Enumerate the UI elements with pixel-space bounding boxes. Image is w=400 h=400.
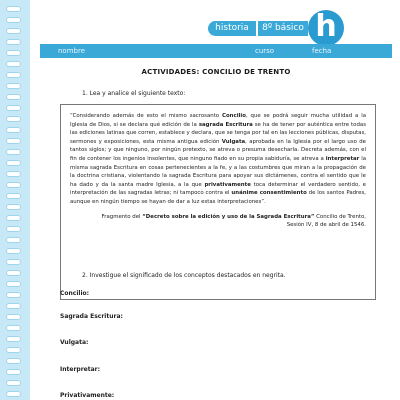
name-field-label: nombre <box>58 47 86 55</box>
binding-ring <box>6 270 21 276</box>
highlighted-term: interpretar <box>325 155 360 162</box>
binding-ring <box>6 248 21 254</box>
text-run: , aprobada en la Iglesia por el largo uso de tantos siglos; y que ninguno, por ningún pretexto, se atreva o presuma desecharla. Decreta además, con el fin de contener los ingenios insolentes, que ninguno fiado en su propia sabiduría, se atreva a <box>70 138 366 162</box>
binding-ring <box>6 391 21 397</box>
binding-ring <box>6 182 21 188</box>
binding-ring <box>6 336 21 342</box>
binding-ring <box>6 281 21 287</box>
binding-ring <box>6 325 21 331</box>
binding-ring <box>6 116 21 122</box>
binding-ring <box>6 369 21 375</box>
reference-line-1 <box>70 213 366 222</box>
date-field-label: fecha <box>312 47 332 55</box>
course-field-label: curso <box>255 47 275 55</box>
binding-ring <box>6 160 21 166</box>
concept-label: Sagrada Escritura: <box>60 313 123 320</box>
quote-reference <box>70 213 366 230</box>
concept-label: Vulgata: <box>60 339 89 346</box>
binding-ring <box>6 237 21 243</box>
quote-box <box>60 104 376 300</box>
concept-label: Concilio: <box>60 290 90 297</box>
student-fields-bar <box>40 44 392 58</box>
binding-ring <box>6 380 21 386</box>
h-logo-icon: h <box>308 10 344 46</box>
text-run: toca determinar el verdadero sentido, e interpretación de las sagradas letras; ni tampoco contra el <box>70 181 366 197</box>
binding-ring <box>6 171 21 177</box>
text-run: de los santos Padres, aunque en ningún tiempo se hayan de dar a luz estas interpretaciones”. <box>70 190 366 205</box>
binding-ring <box>6 358 21 364</box>
binding-ring <box>6 105 21 111</box>
binding-ring <box>6 193 21 199</box>
binding-ring <box>6 292 21 298</box>
worksheet-header <box>40 9 392 58</box>
binding-ring <box>6 61 21 67</box>
binding-ring <box>6 303 21 309</box>
binding-ring <box>6 127 21 133</box>
highlighted-term: “Decreto sobre la edición y uso de la Sagrada Escritura” <box>142 213 315 220</box>
binding-ring <box>6 83 21 89</box>
subject-badge: historia <box>208 21 256 36</box>
highlighted-term: unánime consentimiento <box>231 190 307 197</box>
concept-label: Interpretar: <box>60 366 100 373</box>
binding-ring <box>6 347 21 353</box>
binding-ring <box>6 259 21 265</box>
text-run: “Considerando además de esto el mismo sacrosanto <box>70 113 222 119</box>
spiral-binding <box>0 0 30 400</box>
binding-ring <box>6 28 21 34</box>
page-title: ACTIVIDADES: CONCILIO DE TRENTO <box>141 68 291 76</box>
text-run: Fragmento del <box>101 213 143 220</box>
instruction-2: 2. Investigue el significado de los conceptos destacados en negrita. <box>82 272 286 279</box>
highlighted-term: sagrada Escritura <box>198 121 253 128</box>
binding-ring <box>6 215 21 221</box>
concept-label: Privativamente: <box>60 392 115 399</box>
binding-ring <box>6 138 21 144</box>
binding-ring <box>6 6 21 12</box>
binding-ring <box>6 17 21 23</box>
text-run: la misma sagrada Escritura en cosas pertenecientes a la fe, y a las costumbres que miran a la propagación de la doctrina cristiana, violentando la sagrada Escritura para apoyar sus dictámenes, contra el sentido que le ha dado y da la santa madre Iglesia, a la que <box>70 155 366 188</box>
binding-ring <box>6 149 21 155</box>
text-run: se ha de tener por auténtica entre todas las ediciones latinas que corren, establece y declara, que se tenga por tal en las lecciones públicas, disputas, sermones y exposiciones, esta misma antigua edición <box>70 121 367 145</box>
binding-ring <box>6 226 21 232</box>
highlighted-term: privativamente <box>204 181 251 188</box>
binding-ring <box>6 94 21 100</box>
highlighted-term: Concilio <box>222 113 246 119</box>
reference-line-2: Sesión IV, 8 de abril de 1546. <box>286 222 366 229</box>
instruction-1: 1. Lea y analice el siguiente texto: <box>82 90 186 97</box>
text-run: , que se podrá seguir mucha utilidad a la Iglesia de Dios, si se declara qué edición de la <box>70 113 366 128</box>
binding-ring <box>6 314 21 320</box>
binding-ring <box>6 72 21 78</box>
quote-text <box>70 112 366 207</box>
binding-ring <box>6 50 21 56</box>
grade-badge: 8º básico <box>258 21 308 36</box>
text-run: Concilio de Trento, <box>314 213 366 220</box>
binding-ring <box>6 204 21 210</box>
highlighted-term: Vulgata <box>221 138 246 145</box>
binding-ring <box>6 39 21 45</box>
